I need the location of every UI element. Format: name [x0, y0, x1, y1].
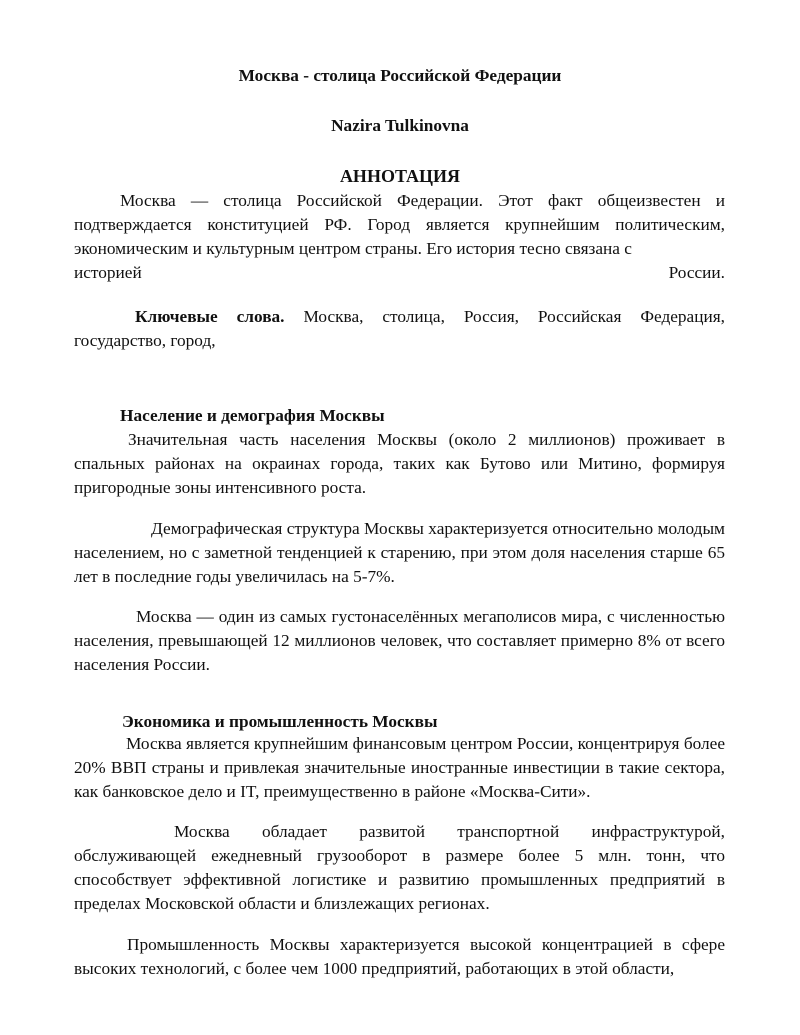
economy-paragraph-3 [74, 933, 725, 981]
keywords-text: Москва, столица, Россия, Российская Федерация, государство, город, [74, 307, 725, 350]
economy-paragraph-1 [74, 732, 725, 804]
annotation-text: Москва — столица Российской Федерации. Этот факт общеизвестен и подтверждается конституцией РФ. Город является крупнейшим политическим, экономическим и культурным центром страны. Его история тесно связана с [74, 191, 725, 258]
keywords-paragraph [74, 305, 725, 353]
population-text-2: Демографическая структура Москвы характеризуется относительно молодым населением, но с заметной тенденцией к старению, при этом доля населения старше 65 лет в последние годы увеличилась на 5-7%. [74, 519, 725, 586]
economy-text-2: Москва обладает развитой транспортной инфраструктурой, обслуживающей ежедневный грузооборот в размере более 5 млн. тонн, что способствует эффективной логистике и развитию промышленных предприятий в пределах Московской области и близлежащих регионах. [74, 822, 725, 913]
annotation-heading: АННОТАЦИЯ [339, 166, 461, 186]
document-title: Москва - столица Российской Федерации [238, 66, 562, 85]
annotation-last-left: историей [74, 263, 142, 282]
population-paragraph-3 [74, 605, 725, 677]
population-paragraph-1 [74, 428, 725, 500]
keywords-label: Ключевые слова. [135, 307, 285, 326]
population-paragraph-2 [74, 517, 725, 589]
section-heading-population: Население и демография Москвы [120, 406, 385, 425]
annotation-last-line [74, 261, 725, 285]
author-name: Nazira Tulkinovna [331, 116, 469, 135]
economy-paragraph-2 [74, 820, 725, 916]
economy-text-1: Москва является крупнейшим финансовым центром России, концентрируя более 20% ВВП страны и привлекая значительные иностранные инвестиции в такие сектора, как банковское дело и IT, преимущественно в районе «Москва-Сити». [74, 734, 725, 801]
keywords-line [74, 305, 725, 353]
economy-text-3: Промышленность Москвы характеризуется высокой концентрацией в сфере высоких технологий, с более чем 1000 предприятий, работающих в этой области, [74, 935, 725, 978]
section-heading-economy: Экономика и промышленность Москвы [122, 712, 438, 731]
population-text-3: Москва — один из самых густонаселённых мегаполисов мира, с численностью населения, превышающей 12 миллионов человек, что составляет примерно 8% от всего населения России. [74, 607, 725, 674]
population-text-1: Значительная часть населения Москвы (около 2 миллионов) проживает в спальных районах на окраинах города, таких как Бутово или Митино, формируя пригородные зоны интенсивного роста. [74, 430, 725, 497]
annotation-last-right: России. [668, 263, 725, 282]
annotation-paragraph [74, 189, 725, 285]
